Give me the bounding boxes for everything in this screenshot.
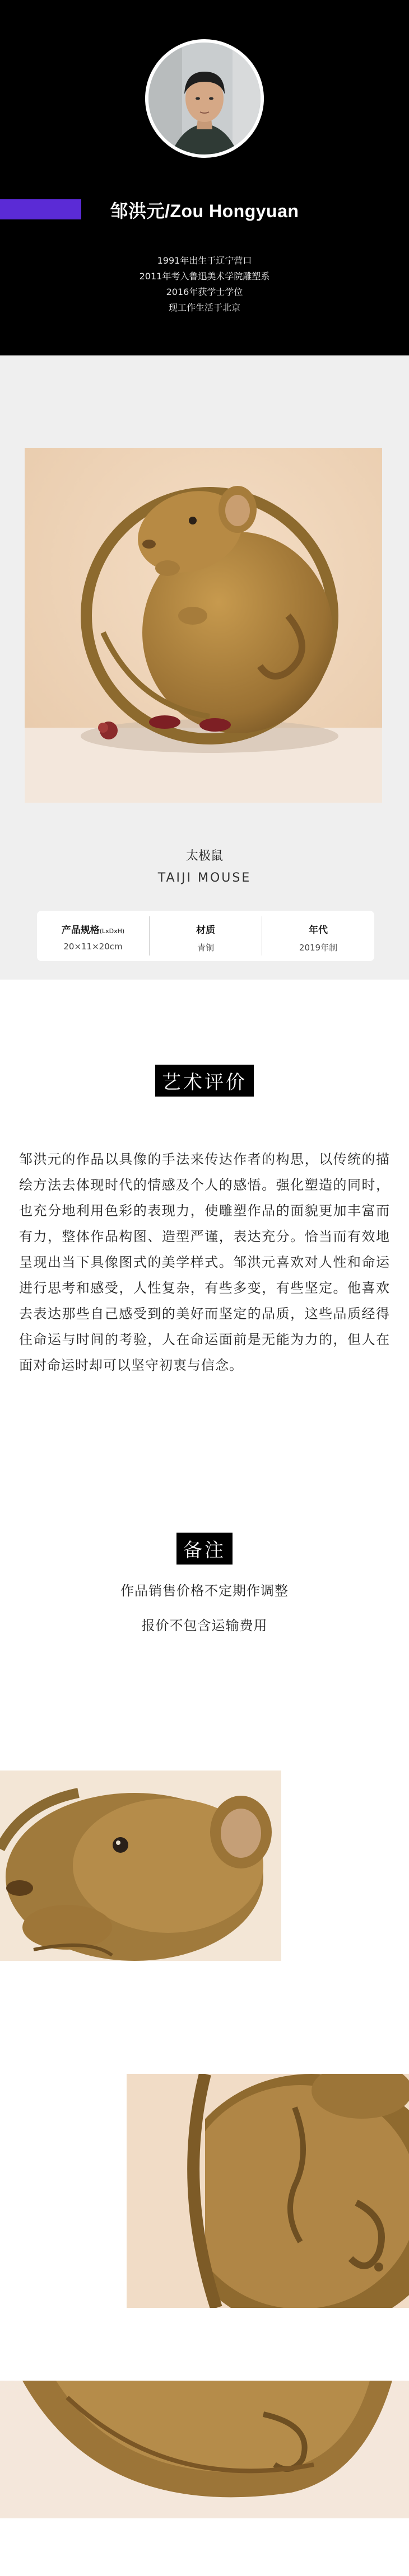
artist-name: 邹洪元/Zou Hongyuan [110, 201, 299, 221]
sculpture-photo [25, 448, 382, 803]
spec-label: 材质 [196, 925, 215, 936]
detail-image-body [127, 2074, 409, 2308]
sculpture-image [25, 448, 382, 803]
bio-line: 现工作生活于北京 [168, 302, 240, 313]
evaluation-heading-text: 艺术评价 [155, 1065, 254, 1097]
evaluation-heading [0, 1065, 409, 1097]
detail-photo-body [127, 2074, 409, 2308]
spec-value: 2019年制 [299, 943, 338, 953]
detail-image-base [0, 2381, 409, 2518]
spec-size [37, 911, 149, 961]
artwork-title-cn: 太极鼠 [185, 849, 223, 863]
spec-value: 20×11×20cm [63, 942, 123, 952]
evaluation-text: 邹洪元的作品以具像的手法来传达作者的构思，以传统的描绘方法去体现时代的情感及个人的感悟。强化塑造的同时，也充分地利用色彩的表现力，使雕塑作品的面貌更加丰富而有力，整体作品构图、造型严谨，表达充分。恰当而有效地呈现出当下具像图式的美学样式。邹洪元喜欢对人性和命运进行思考和感受，人性复杂，有些多变，有些坚定。他喜欢去表达那些自己感受到的美好而坚定的品质，这些品质经得住命运与时间的考验，人在命运面前是无能为力的，但人在面对命运时却可以坚守初衷与信念。 [19, 1151, 390, 1373]
spec-value: 青铜 [197, 943, 214, 953]
note-line: 报价不包含运输费用 [141, 1618, 268, 1633]
spec-label: 年代 [309, 925, 328, 936]
bio-line: 2016年获学士学位 [166, 287, 243, 297]
detail-photo-base [0, 2381, 409, 2518]
detail-image-head [0, 1771, 281, 1961]
spec-material [150, 911, 262, 961]
avatar [148, 43, 261, 154]
bio-line: 2011年考入鲁迅美术学院雕塑系 [139, 271, 270, 282]
detail-photo-head [0, 1771, 281, 1961]
bio-line: 1991年出生于辽宁营口 [157, 255, 252, 266]
note-line: 作品销售价格不定期作调整 [120, 1583, 289, 1599]
notes-heading [0, 1533, 409, 1565]
artist-header [0, 0, 409, 355]
artist-bio [0, 253, 409, 316]
notes-heading-text: 备注 [176, 1533, 233, 1565]
spec-label-text: 产品规格 [61, 925, 100, 936]
spec-label-unit: (LxDxH) [99, 928, 125, 935]
spec-year [262, 911, 374, 961]
artwork-title-en: TAIJI MOUSE [157, 871, 252, 885]
artist-portrait [148, 43, 261, 154]
spec-label [37, 922, 149, 936]
spec-table [37, 911, 374, 961]
